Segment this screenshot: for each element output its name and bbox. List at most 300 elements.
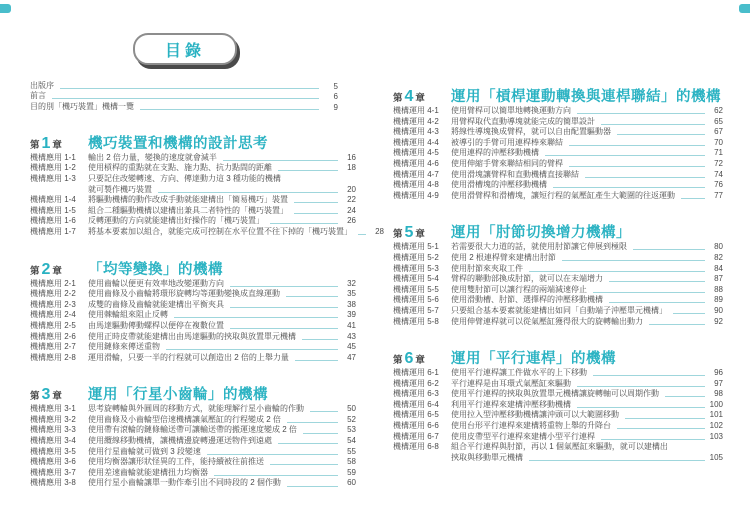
- page-number: 97: [714, 378, 723, 388]
- page-number: 105: [709, 452, 723, 462]
- entry-text: 使用槓桿的重點就在支點、施力點、抗力點間的距離: [88, 163, 272, 173]
- toc-entry-row: [30, 300, 356, 311]
- entry-line: [88, 321, 356, 332]
- page-number: 28: [375, 226, 384, 236]
- chapter-prefix: 第: [393, 93, 403, 104]
- leader-line: [577, 379, 705, 387]
- leader-line: [287, 478, 338, 486]
- entry-label: 機構應用 1-2: [30, 163, 76, 173]
- leader-line: [562, 253, 705, 261]
- leader-line: [303, 425, 338, 433]
- entry-line: [88, 153, 356, 164]
- toc-entry-row: [393, 106, 723, 117]
- leader-line: [230, 321, 338, 329]
- toc-entry-row: [393, 170, 723, 181]
- leader-line: [166, 342, 338, 350]
- leader-line: [294, 206, 338, 214]
- chapter-heading: [30, 132, 356, 151]
- front-matter-list: [30, 80, 338, 112]
- entry-body: [451, 306, 723, 317]
- entry-label: 機構運用 6-1: [393, 368, 439, 378]
- page-number: 32: [347, 278, 356, 288]
- leader-line: [52, 98, 319, 99]
- entry-line: [451, 442, 723, 453]
- entry-text: 使用 2 根連桿臂來建構出肘節: [451, 252, 556, 262]
- entry-label: 機構應用 2-6: [30, 331, 76, 341]
- page-number: 16: [347, 152, 356, 162]
- entry-text: 使用帶有滾輪的鏈條輸送帶可讓輸送帶的搬運速度變成 2 倍: [88, 425, 297, 435]
- chapter-entry-list: [393, 242, 723, 327]
- entry-text: 使用正時皮帶就能建構出由馬達驅動的挾取與放置單元機構: [88, 331, 296, 341]
- entry-label: 機構應用 3-3: [30, 425, 76, 435]
- entry-body: [88, 332, 356, 343]
- entry-label: 機構運用 4-2: [393, 116, 439, 126]
- page-number: 102: [709, 421, 723, 431]
- entry-text: 使用伸臂連桿就可以從氣壓缸獲得很大的旋轉輸出動力: [451, 316, 643, 326]
- toc-entry-row: [30, 195, 356, 206]
- entry-line: [451, 400, 723, 411]
- entry-label: 機構運用 4-4: [393, 137, 439, 147]
- front-matter-label: 出版序: [30, 80, 54, 90]
- leader-line: [601, 117, 705, 125]
- entry-line: [451, 295, 723, 306]
- toc-entry-row: [393, 306, 723, 317]
- entry-text: 將驅動機構的動作改成手動就能建構出「簡易機巧」裝置: [88, 195, 288, 205]
- entry-line: [88, 478, 356, 489]
- page-number: 74: [714, 169, 723, 179]
- entry-text: 使用纜線移動機構，讓機構邊旋轉邊運送物件到遠處: [88, 436, 272, 446]
- chapter-number-label: [30, 386, 88, 404]
- leader-line: [230, 300, 338, 308]
- entry-line: [451, 306, 723, 317]
- entry-body: [88, 289, 356, 300]
- entry-label: 機構運用 4-6: [393, 158, 439, 168]
- entry-label: 機構運用 6-3: [393, 389, 439, 399]
- entry-body: [88, 447, 356, 458]
- entry-line: [88, 195, 356, 206]
- entry-label: 機構應用 1-6: [30, 216, 76, 226]
- entry-label: 機構運用 4-5: [393, 148, 439, 158]
- entry-text: 使用行星齒輪就可做到 3 段變速: [88, 446, 201, 456]
- leader-line: [286, 289, 338, 297]
- page-number: 47: [347, 352, 356, 362]
- entry-text: 使用連桿的沖壓移動機構: [451, 148, 539, 158]
- leader-line: [577, 400, 705, 408]
- toc-column-left: [30, 80, 384, 489]
- entry-line: [451, 170, 723, 181]
- entry-label: 機構應用 2-2: [30, 289, 76, 299]
- chapter-suffix: 章: [415, 93, 425, 104]
- entry-body: [451, 368, 723, 379]
- entry-text: 將基本要素加以組合，就能完成可控制在水平位置不往下掉的「機巧裝置」: [88, 226, 352, 236]
- entry-text: 將線性導塊換成臂桿，就可以自由配置驅動器: [451, 127, 611, 137]
- entry-label: 機構應用 2-7: [30, 342, 76, 352]
- entry-body: [88, 153, 356, 164]
- toc-entry-row: [393, 410, 723, 421]
- leader-line: [270, 457, 338, 465]
- leader-line: [278, 163, 338, 171]
- page-number: 43: [347, 331, 356, 341]
- leader-line: [545, 148, 705, 156]
- leader-line: [609, 295, 705, 303]
- entry-text: 使用滑塊讓臂桿和直動機構直接聯結: [451, 169, 579, 179]
- toc-entry-row: [393, 264, 723, 275]
- chapter-prefix: 第: [393, 355, 403, 367]
- entry-line: [88, 279, 356, 290]
- page-number: 9: [333, 102, 338, 112]
- page-number: 89: [714, 295, 723, 305]
- entry-label: 機構應用 3-6: [30, 457, 76, 467]
- toc-title-label: 目錄: [164, 42, 205, 60]
- entry-body: [88, 415, 356, 426]
- chapter-heading: [393, 85, 723, 104]
- toc-entry-row: [393, 191, 723, 202]
- page-number: 70: [714, 137, 723, 147]
- entry-text: 用臂桿取代直動導塊就能完成的簡單設計: [451, 116, 595, 126]
- entry-line: [451, 285, 723, 296]
- entry-text: 使用雙肘節可以讓行程的兩端減速停止: [451, 284, 587, 294]
- entry-text: 臂桿的聯動部換成肘節，就可以在末端增力: [451, 274, 603, 284]
- leader-line: [295, 353, 338, 361]
- toc-entry-row: [30, 457, 356, 468]
- chapter-prefix: 第: [30, 265, 40, 277]
- entry-body: [88, 425, 356, 436]
- entry-body: [88, 321, 356, 332]
- toc-column-right: [393, 85, 723, 463]
- entry-label: 機構應用 3-2: [30, 414, 76, 424]
- entry-text: 使用齒條及小齒輪將環形旋轉均等運動變換成直線運動: [88, 289, 280, 299]
- toc-entry-row: [30, 279, 356, 290]
- chapter-heading: [393, 221, 723, 240]
- entry-label: 機構運用 4-9: [393, 190, 439, 200]
- page-number: 71: [714, 148, 723, 158]
- entry-text: 使用滑動槽、肘節、選擇桿的沖壓移動機構: [451, 295, 603, 305]
- chapter-title: 機巧裝置和機構的設計思考: [88, 135, 268, 152]
- entry-label: 機構應用 1-4: [30, 195, 76, 205]
- entry-body: [88, 478, 356, 489]
- chapter-prefix: 第: [393, 229, 403, 241]
- entry-text: 組合平行連桿與肘節，再以 1 個氣壓缸來驅動，就可以建構出: [451, 442, 668, 452]
- page-number: 38: [347, 299, 356, 309]
- entry-line: [451, 410, 723, 421]
- entry-body: [88, 206, 356, 217]
- entry-line: [88, 206, 356, 217]
- toc-entry-row: [393, 368, 723, 379]
- page-number: 26: [347, 216, 356, 226]
- leader-line: [593, 285, 705, 293]
- chapter-section: [393, 85, 723, 201]
- page-number: 80: [714, 242, 723, 252]
- entry-text: 平行連桿是由耳環式氣壓缸來驅動: [451, 378, 571, 388]
- entry-text: 思考旋轉輪與外圓周的移動方式，就能理解行星小齒輪的作動: [88, 404, 304, 414]
- entry-text: 利用平行連桿來建構沖壓移動機構: [451, 399, 571, 409]
- entry-body: [451, 253, 723, 264]
- leader-line: [207, 447, 338, 455]
- page-number: 87: [714, 274, 723, 284]
- entry-text: 組合二種驅動機構以建構出兼具二者特性的「機巧裝置」: [88, 205, 288, 215]
- chapter-number: 6: [404, 350, 414, 368]
- entry-body: [451, 285, 723, 296]
- chapter-heading: [30, 258, 356, 277]
- toc-entry-row: [30, 353, 356, 364]
- page-number: 82: [714, 252, 723, 262]
- leader-line: [553, 180, 705, 188]
- entry-body: [451, 400, 723, 411]
- entry-body: [451, 191, 723, 202]
- leader-line: [673, 306, 705, 314]
- entry-text: 使用行星小齒輪讓單一動作牽引出不同時段的 2 個作動: [88, 478, 281, 488]
- chapter-section: [30, 132, 384, 238]
- entry-label: 機構運用 4-3: [393, 127, 439, 137]
- entry-text: 挾取與移動單元機構: [451, 452, 523, 462]
- entry-line: [88, 468, 356, 479]
- leader-line: [681, 191, 705, 199]
- entry-label: 機構應用 3-8: [30, 478, 76, 488]
- entry-line: [88, 300, 356, 311]
- page-number: 67: [714, 127, 723, 137]
- entry-body: [451, 379, 723, 390]
- page-number: 100: [709, 399, 723, 409]
- entry-body: [451, 127, 723, 138]
- chapter-title: 運用「槓桿運動轉換與連桿聯結」的機構: [451, 89, 721, 105]
- entry-line: [88, 226, 384, 238]
- entry-label: 機構運用 6-5: [393, 410, 439, 420]
- front-matter-row: [30, 80, 338, 91]
- entry-line: [451, 138, 723, 149]
- entry-label: 機構應用 3-4: [30, 436, 76, 446]
- entry-line: [88, 447, 356, 458]
- leader-line: [529, 453, 705, 461]
- toc-entry-row: [30, 415, 356, 426]
- chapter-title: 運用「平行連桿」的機構: [451, 351, 616, 368]
- leader-line: [158, 185, 338, 193]
- toc-entry-row: [393, 389, 723, 400]
- toc-entry-row: [393, 253, 723, 264]
- page-number: 18: [347, 163, 356, 173]
- page-number: 88: [714, 284, 723, 294]
- entry-body: [451, 264, 723, 275]
- toc-title-badge: [133, 33, 237, 65]
- toc-entry-row: [393, 421, 723, 432]
- page-number: 20: [347, 184, 356, 194]
- chapter-suffix: 章: [52, 391, 62, 403]
- entry-text: 使用皮帶型平行連桿來建構小型平行連桿: [451, 431, 595, 441]
- entry-body: [88, 310, 356, 321]
- toc-entry-row: [393, 117, 723, 128]
- entry-body: [451, 159, 723, 170]
- entry-body: [451, 138, 723, 149]
- entry-text: 使用台形平行連桿來建構將重物上舉的升降台: [451, 421, 611, 431]
- entry-body: [451, 274, 723, 285]
- toc-entry-row: [30, 332, 356, 343]
- page-number: 35: [347, 289, 356, 299]
- toc-entry-row: [393, 274, 723, 285]
- chapter-number: 5: [404, 224, 414, 242]
- entry-line: [451, 264, 723, 275]
- entry-line: [88, 174, 356, 185]
- chapter-suffix: 章: [415, 229, 425, 241]
- entry-line: [451, 242, 723, 253]
- entry-line: [88, 415, 356, 426]
- chapter-number: 2: [41, 260, 51, 278]
- leader-line: [60, 88, 319, 89]
- page-number: 54: [347, 436, 356, 446]
- entry-label: 機構運用 5-2: [393, 252, 439, 262]
- page-number: 77: [714, 190, 723, 200]
- entry-body: [451, 389, 723, 400]
- chapter-entry-list: [393, 106, 723, 201]
- page-number: 62: [714, 106, 723, 115]
- leader-line: [585, 170, 705, 178]
- entry-line: [88, 425, 356, 436]
- toc-entry-row: [30, 425, 356, 436]
- entry-label: 機構應用 2-3: [30, 299, 76, 309]
- entry-body: [451, 442, 723, 463]
- entry-body: [88, 457, 356, 468]
- entry-body: [88, 404, 356, 415]
- entry-line: [451, 379, 723, 390]
- page-number: 60: [347, 478, 356, 488]
- page-number: 90: [714, 305, 723, 315]
- entry-line: [451, 432, 723, 443]
- entry-text: 成雙的齒條及齒輪就能建構出平衡夾具: [88, 299, 224, 309]
- entry-line: [451, 453, 723, 464]
- toc-entry-row: [30, 163, 356, 174]
- leader-line: [569, 138, 705, 146]
- page-number: 65: [714, 116, 723, 126]
- entry-body: [88, 195, 356, 206]
- entry-text: 被導引的手臂可用連桿棒來聯結: [451, 137, 563, 147]
- toc-entry-row: [393, 379, 723, 390]
- entry-line: [88, 163, 356, 174]
- page-number: 22: [347, 195, 356, 205]
- leader-line: [310, 404, 338, 412]
- page-number: 50: [347, 404, 356, 414]
- entry-text: 使用平行連桿的挾取與放置單元機構讓旋轉軸可以周期作動: [451, 389, 659, 399]
- entry-label: 機構應用 1-1: [30, 152, 76, 162]
- entry-body: [451, 421, 723, 432]
- entry-line: [88, 457, 356, 468]
- entry-text: 輸出 2 倍力量，變換的速度就會減半: [88, 152, 217, 162]
- leader-line: [609, 274, 705, 282]
- entry-label: 機構運用 5-3: [393, 263, 439, 273]
- entry-label: 機構應用 2-8: [30, 352, 76, 362]
- entry-label: 機構運用 4-1: [393, 106, 439, 115]
- leader-line: [625, 410, 705, 418]
- toc-entry-row: [30, 447, 356, 458]
- entry-text: 使用臂桿可以簡單地轉換運動方向: [451, 106, 571, 115]
- page-corner-decoration-right: [739, 4, 750, 13]
- page-number: 84: [714, 263, 723, 273]
- chapter-list-right: [393, 85, 723, 463]
- chapter-title: 運用「肘節切換增力機構」: [451, 225, 631, 242]
- chapter-number: 3: [41, 386, 51, 404]
- leader-line: [633, 242, 705, 250]
- page-number: 59: [347, 467, 356, 477]
- front-matter-label: 目的別「機巧裝置」機構一覽: [30, 101, 134, 111]
- toc-entry-row: [30, 289, 356, 300]
- page-number: 5: [333, 81, 338, 91]
- page-number: 39: [347, 310, 356, 320]
- front-matter-row: [30, 91, 338, 102]
- toc-entry-row: [30, 468, 356, 479]
- chapter-number: 1: [41, 134, 51, 152]
- entry-label: 機構應用 2-5: [30, 320, 76, 330]
- chapter-number-label: [30, 261, 88, 279]
- chapter-entry-list: [30, 404, 356, 489]
- entry-body: [88, 226, 384, 238]
- entry-label: 機構運用 5-4: [393, 274, 439, 284]
- entry-line: [451, 159, 723, 170]
- leader-line: [223, 153, 338, 161]
- entry-label: 機構運用 5-8: [393, 316, 439, 326]
- chapter-section: [393, 347, 723, 463]
- toc-entry-row: [30, 206, 356, 217]
- entry-body: [451, 117, 723, 128]
- entry-label: 機構運用 5-1: [393, 242, 439, 252]
- toc-entry-row: [30, 216, 356, 227]
- entry-label: 機構運用 5-7: [393, 305, 439, 315]
- entry-line: [88, 185, 356, 196]
- entry-label: 機構運用 6-8: [393, 442, 439, 452]
- chapter-entry-list: [393, 368, 723, 463]
- entry-line: [451, 389, 723, 400]
- page-number: 98: [714, 389, 723, 399]
- entry-label: 機構應用 1-3: [30, 173, 76, 183]
- toc-entry-row: [30, 342, 356, 353]
- toc-entry-row: [393, 148, 723, 159]
- toc-entry-row: [393, 138, 723, 149]
- entry-body: [88, 342, 356, 353]
- front-matter-row: [30, 101, 338, 112]
- toc-entry-row: [393, 295, 723, 306]
- page-number: 101: [709, 410, 723, 420]
- toc-entry-row: [393, 159, 723, 170]
- entry-line: [88, 436, 356, 447]
- chapter-entry-list: [30, 152, 384, 238]
- chapter-suffix: 章: [52, 139, 62, 151]
- entry-body: [451, 242, 723, 253]
- entry-text: 就可製作機巧裝置: [88, 184, 152, 194]
- toc-entry-row: [393, 285, 723, 296]
- entry-body: [88, 216, 356, 227]
- chapter-number: 4: [404, 88, 414, 105]
- page-number: 52: [347, 414, 356, 424]
- toc-entry-row: [393, 317, 723, 328]
- entry-line: [88, 289, 356, 300]
- page-number: 53: [347, 425, 356, 435]
- toc-entry-row: [30, 436, 356, 447]
- entry-label: 機構應用 3-5: [30, 446, 76, 456]
- entry-body: [88, 163, 356, 174]
- entry-label: 機構運用 5-5: [393, 284, 439, 294]
- entry-text: 只要組合基本要素就能建構出如同「自動端子沖壓單元機構」: [451, 305, 667, 315]
- entry-body: [451, 170, 723, 181]
- page-number: 45: [347, 342, 356, 352]
- entry-line: [451, 117, 723, 128]
- entry-body: [451, 106, 723, 117]
- front-matter-label: 前言: [30, 91, 46, 101]
- page-number: 6: [333, 92, 338, 102]
- chapter-list-left: [30, 132, 384, 489]
- chapter-entry-list: [30, 279, 356, 364]
- page-corner-decoration-left: [0, 4, 11, 13]
- entry-body: [451, 295, 723, 306]
- page-number: 72: [714, 158, 723, 168]
- entry-text: 運用滑輪，只要一半的行程就可以創造出 2 倍的上舉力量: [88, 352, 289, 362]
- chapter-suffix: 章: [52, 265, 62, 277]
- toc-entry-row: [393, 127, 723, 138]
